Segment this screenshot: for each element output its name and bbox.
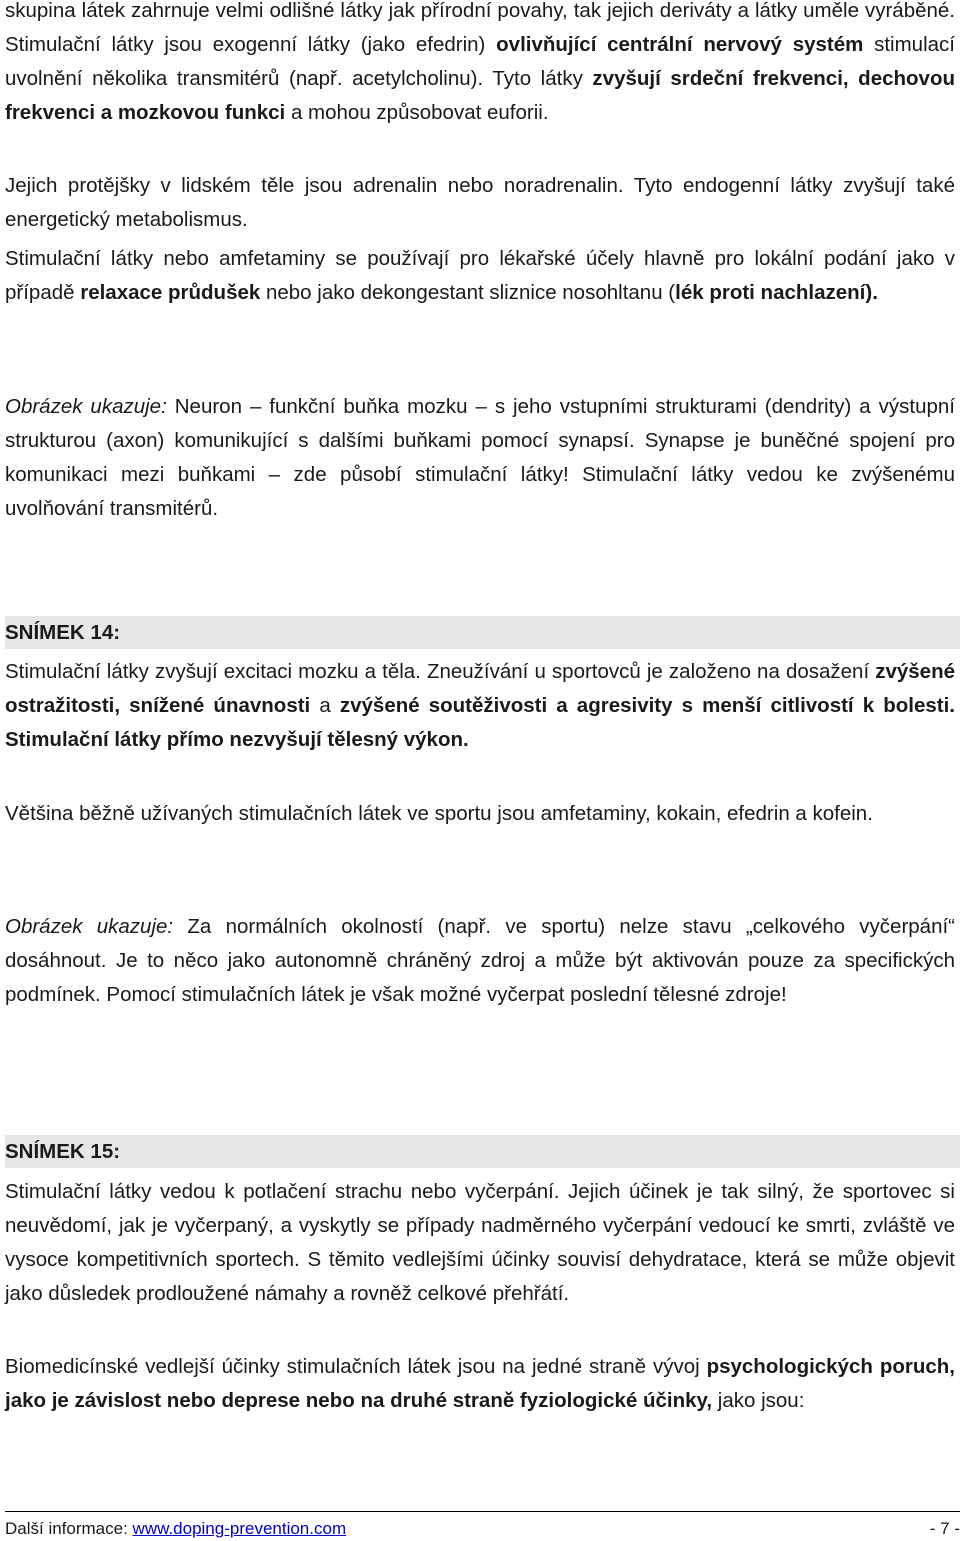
bold-run: lék proti nachlazení).	[675, 281, 878, 304]
figure-caption-1	[5, 390, 955, 526]
paragraph-text: Většina běžně užívaných stimulačních látek ve sportu jsou amfetaminy, kokain, efedrin a kofein.	[5, 802, 873, 825]
intro-paragraph-2	[5, 169, 955, 237]
bold-run: ovlivňující centrální nervový systém	[496, 33, 864, 56]
text-run: Stimulační látky nebo amfetaminy se používají pro lékařské účely hlavně pro lokální podání jako v případě	[5, 247, 955, 304]
slide14-paragraph-2	[5, 797, 955, 831]
intro-paragraph-1	[5, 0, 955, 130]
bold-run: relaxace průdušek	[80, 281, 261, 304]
bold-run: psychologických poruch, jako je závislost nebo deprese nebo na druhé straně fyziologické účinky,	[5, 1355, 955, 1412]
figure-caption-2	[5, 910, 955, 1012]
text-run: stimulací uvolnění několika transmitérů (např. acetylcholinu). Tyto látky	[5, 33, 955, 90]
section-heading-slide-14	[5, 616, 960, 649]
section-heading-slide-15	[5, 1135, 960, 1168]
text-run: a mohou způsobovat euforii.	[285, 101, 549, 124]
slide15-paragraph-2	[5, 1350, 955, 1418]
text-run: Biomedicínské vedlejší účinky stimulačních látek jsou na jedné straně vývoj	[5, 1355, 707, 1378]
bold-run: zvyšují srdeční frekvenci, dechovou frekvenci a mozkovou funkci	[5, 67, 955, 124]
page-footer	[5, 1517, 960, 1541]
caption-label: Obrázek ukazuje:	[5, 915, 174, 938]
slide15-paragraph-1	[5, 1175, 955, 1311]
bold-run: zvýšené soutěživosti a agresivity s menší citlivostí k bolesti. Stimulační látky přímo nezvyšují tělesný výkon.	[5, 694, 955, 751]
intro-paragraph-3	[5, 242, 955, 310]
paragraph-text: Jejich protějšky v lidském těle jsou adrenalin nebo noradrenalin. Tyto endogenní látky zvyšují také energetický metabolismus.	[5, 174, 955, 231]
caption-text: Za normálních okolností (např. ve sportu) nelze stavu „celkového vyčerpání“ dosáhnout. Je to něco jako autonomně chráněný zdroj a může být aktivován pouze za specifických podmínek. Pomocí stimulačních látek je však možné vyčerpat poslední tělesné zdroje!	[5, 915, 955, 1006]
text-run: Stimulační látky zvyšují excitaci mozku a těla. Zneužívání u sportovců je založeno na dosažení	[5, 660, 876, 683]
text-run: skupina látek zahrnuje velmi odlišné látky jak přírodní povahy, tak jejich deriváty a látky uměle vyráběné. Stimulační látky jsou exogenní látky (jako efedrin)	[5, 0, 955, 56]
caption-label: Obrázek ukazuje:	[5, 395, 167, 418]
heading-text: SNÍMEK 14:	[5, 621, 121, 644]
bold-run: zvýšené ostražitosti, snížené únavnosti	[5, 660, 955, 717]
footer-website-link[interactable]: www.doping-prevention.com	[132, 1519, 347, 1538]
paragraph-text: Stimulační látky vedou k potlačení strachu nebo vyčerpání. Jejich účinek je tak silný, že sportovec si neuvědomí, jak je vyčerpaný, a vyskytly se případy nadměrného vyčerpání vedoucí ke smrti, zvláště ve vysoce kompetitivních sportech. S těmito vedlejšími účinky souvisí dehydratace, která se může objevit jako důsledek prodloužené námahy a rovněž celkové přehřátí.	[5, 1180, 955, 1305]
heading-text: SNÍMEK 15:	[5, 1140, 121, 1163]
text-run: nebo jako dekongestant sliznice nosohltanu (	[260, 281, 676, 304]
footer-label: Další informace:	[5, 1519, 133, 1538]
caption-text: Neuron – funkční buňka mozku – s jeho vstupními strukturami (dendrity) a výstupní strukturou (axon) komunikující s dalšími buňkami pomocí synapsí. Synapse je buněčné spojení pro komunikaci mezi buňkami – zde působí stimulační látky! Stimulační látky vedou ke zvýšenému uvolňování transmitérů.	[5, 395, 955, 520]
text-run: a	[310, 694, 340, 717]
text-run: jako jsou:	[712, 1389, 805, 1412]
page-number: - 7 -	[929, 1519, 960, 1538]
footer-divider	[5, 1511, 960, 1512]
slide14-paragraph-1	[5, 655, 955, 757]
